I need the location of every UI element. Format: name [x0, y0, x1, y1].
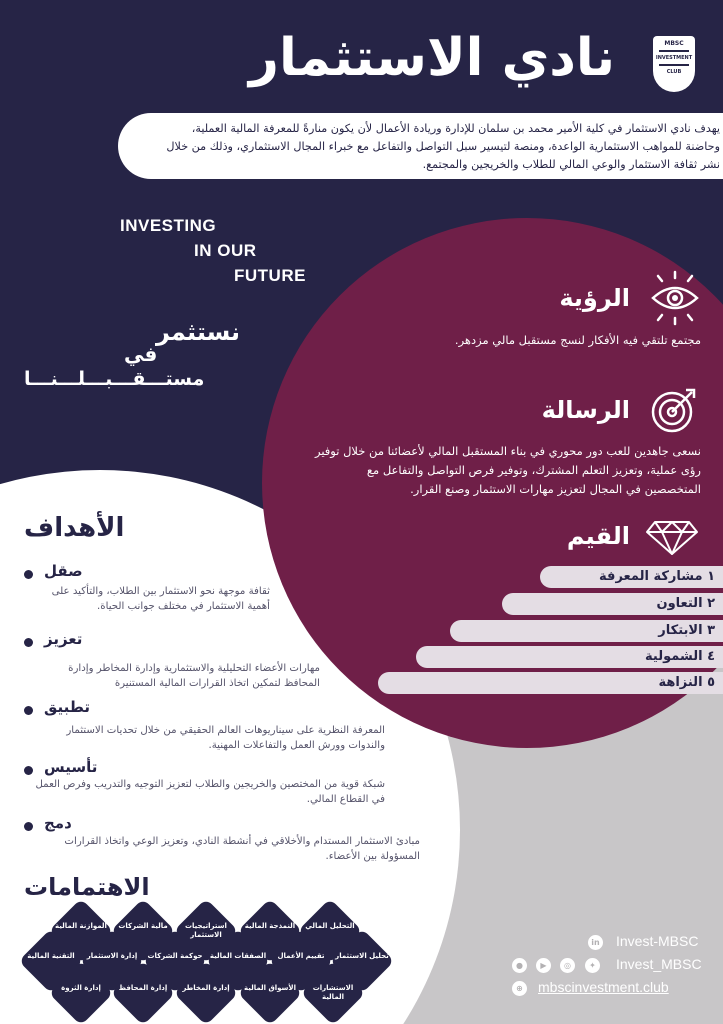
diamond-icon [645, 520, 699, 556]
interests-title: الاهتمامات [24, 873, 150, 901]
goal-head-4: تأسيس [44, 758, 98, 776]
logo-text-3: CLUB [666, 69, 682, 75]
eye-icon [644, 270, 706, 326]
slogan-ar-3: مستـــقـــبـــلـــنـــا [24, 368, 205, 390]
social-handle[interactable]: Invest_MBSC [616, 956, 702, 972]
vision-title: الرؤية [559, 284, 630, 312]
interest-label-11: التقنية المالية [27, 952, 75, 960]
interest-label-15: إدارة المحافظ [118, 984, 168, 992]
goal-bullet [24, 766, 33, 775]
globe-icon: ⊕ [512, 981, 527, 996]
interest-label-7: تقييم الأعمال [277, 952, 325, 960]
values-title: القيم [566, 522, 630, 550]
value-item-1: ١ مشاركة المعرفة [540, 566, 723, 588]
goal-bullet [24, 570, 33, 579]
interest-label-4: مالية الشركات [118, 922, 168, 930]
goal-bullet [24, 638, 33, 647]
goal-head-5: دمج [44, 814, 72, 832]
goal-desc-1: ثقافة موجهة نحو الاستثمار بين الطلاب، والتأكيد على أهمية الاستثمار في مختلف جوانب الحياة. [51, 586, 270, 612]
interest-label-9: حوكمة الشركات [147, 952, 203, 960]
interest-label-5: الموازنة المالية [55, 922, 107, 930]
interest-label-6: تحليل الاستثمار [335, 952, 389, 960]
website-link[interactable]: mbscinvestment.club [538, 979, 669, 995]
instagram-icon[interactable]: ◎ [560, 958, 575, 973]
goal-desc-2: مهارات الأعضاء التحليلية والاستثمارية وإدارة المخاطر وإدارة المحافظ لتمكين اتخاذ القرارات المالية المستنيرة [68, 663, 320, 689]
linkedin-icon[interactable]: in [588, 935, 603, 950]
value-item-5: ٥ النزاهة [378, 672, 723, 694]
interest-label-1: التحليل المالي [305, 922, 355, 930]
twitter-icon[interactable]: ✦ [585, 958, 600, 973]
logo-text-1: MBSC [664, 40, 684, 47]
youtube-icon[interactable]: ▶ [536, 958, 551, 973]
slogan-en-1: INVESTING [120, 216, 217, 235]
value-item-2: ٢ التعاون [502, 593, 723, 615]
interest-label-2: النمذجة المالية [244, 922, 296, 930]
snapchat-icon[interactable]: ● [512, 958, 527, 973]
club-logo [653, 36, 695, 92]
interest-label-12: الاستشارات المالية [312, 984, 354, 1001]
intro-text: يهدف نادي الاستثمار في كلية الأمير محمد بن سلمان للإدارة وريادة الأعمال لأن يكون منارةً للمعرفة المالية العملية، وحاضنة للمواهب الاستثمارية الواعدة، ومنصة لتيسير سبل التواصل والتفاعل مع خبراء المجال الاستثماري، وذلك من خلال نشر ثقافة الاستثمار والوعي المالي للطلاب والخريجين والمجتمع. [118, 113, 723, 179]
goals-title: الأهداف [24, 513, 125, 543]
goal-bullet [24, 706, 33, 715]
goal-head-2: تعزيز [44, 630, 83, 648]
interest-label-3: استراتيجيات الاستثمار [185, 922, 227, 939]
page-title: نادي الاستثمار [249, 28, 615, 88]
mission-text: نسعى جاهدين للعب دور محوري في بناء المستقبل المالي لأعضائنا من خلال توفير رؤى عملية، وتعزيز التعلم المشترك، وتوفير فرص التواصل والتفاعل مع المتخصصين في المجال لتعزيز مهارات الاستثمار وصنع القرار. [314, 444, 701, 496]
slogan-en-2: IN OUR [194, 241, 257, 260]
goal-head-1: صقل [44, 562, 83, 580]
target-icon [650, 386, 698, 434]
goal-desc-4: شبكة قوية من المختصين والخريجين والطلاب لتعزيز التوجيه والتدريب وفرص العمل في القطاع المالي. [35, 779, 385, 805]
interest-label-14: إدارة المخاطر [182, 984, 230, 992]
interest-label-16: إدارة الثروة [61, 984, 101, 992]
slogan-ar-1: نستثمر [156, 318, 241, 346]
interest-label-8: الصفقات المالية [209, 952, 267, 960]
value-item-4: ٤ الشمولية [416, 646, 723, 668]
mission-title: الرسالة [541, 396, 630, 424]
logo-text-2: INVESTMENT [655, 55, 693, 61]
goal-desc-5: مبادئ الاستثمار المستدام والأخلاقي في أنشطة النادي، وتعزيز الوعي واتخاذ القرارات المسؤولة بين الأعضاء. [64, 836, 420, 862]
goal-head-3: تطبيق [44, 698, 91, 716]
goal-bullet [24, 822, 33, 831]
interest-label-13: الأسواق المالية [243, 984, 297, 992]
interest-label-10: إدارة الاستثمار [86, 952, 138, 960]
slogan-ar-2: في [124, 342, 158, 366]
slogan-en-3: FUTURE [234, 266, 306, 285]
goal-desc-3: المعرفة النظرية على سيناريوهات العالم الحقيقي من خلال تحديات الاستثمار والندوات وورش العمل والتفاعلات المهنية. [66, 725, 385, 751]
value-item-3: ٣ الابتكار [450, 620, 723, 642]
vision-text: مجتمع تلتقي فيه الأفكار لنسج مستقبل مالي مزدهر. [454, 333, 701, 347]
linkedin-handle[interactable]: Invest-MBSC [616, 933, 699, 949]
